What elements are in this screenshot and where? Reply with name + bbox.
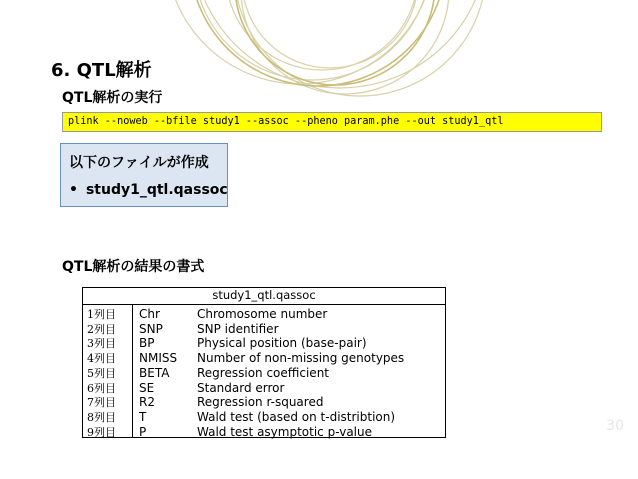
field-description: Regression coefficient: [197, 365, 329, 380]
column-index: 8列目: [87, 410, 116, 424]
column-index: 2列目: [87, 322, 116, 336]
column-index: 1列目: [87, 308, 116, 321]
column-index: 5列目: [87, 366, 116, 380]
table-column-divider: [132, 304, 133, 437]
column-index: 4列目: [87, 352, 116, 366]
column-index: 9列目: [87, 425, 116, 439]
bullet-icon: •: [69, 182, 78, 198]
field-description: SNP identifier: [197, 321, 279, 336]
format-table: [82, 287, 446, 438]
output-file-box: [60, 143, 228, 207]
field-description: Regression r-squared: [197, 395, 324, 410]
field-name: R2: [139, 395, 155, 410]
field-name: BP: [139, 336, 155, 351]
command-line: plink --noweb --bfile study1 --assoc --pheno param.phe --out study1_qtl: [62, 112, 602, 132]
slide-title: 6. QTL解析: [51, 60, 152, 81]
field-description: Standard error: [197, 380, 285, 395]
section-heading-run: QTL解析の実行: [62, 90, 163, 106]
field-description: Wald test asymptotic p-value: [197, 424, 372, 439]
column-index: 7列目: [87, 396, 116, 410]
field-name: SE: [139, 380, 155, 395]
field-description: Number of non-missing genotypes: [197, 351, 405, 366]
column-index: 3列目: [87, 337, 116, 351]
field-name: SNP: [139, 321, 163, 336]
field-name: BETA: [139, 365, 170, 380]
table-header: study1_qtl.qassoc: [83, 288, 445, 305]
output-file-item: [69, 182, 228, 198]
column-index: 6列目: [87, 381, 116, 395]
field-name: T: [139, 409, 147, 424]
page-number: 30: [606, 418, 624, 434]
field-name: P: [139, 424, 147, 439]
field-description: Wald test (based on t-distribtion): [197, 409, 396, 424]
field-description: Chromosome number: [197, 307, 328, 321]
output-file-name: study1_qtl.qassoc: [85, 182, 228, 198]
output-file-heading: 以下のファイルが作成: [69, 155, 209, 171]
section-heading-format: QTL解析の結果の書式: [62, 259, 205, 275]
field-name: NMISS: [139, 351, 178, 366]
field-description: Physical position (base-pair): [197, 336, 367, 351]
field-name: Chr: [139, 307, 160, 321]
